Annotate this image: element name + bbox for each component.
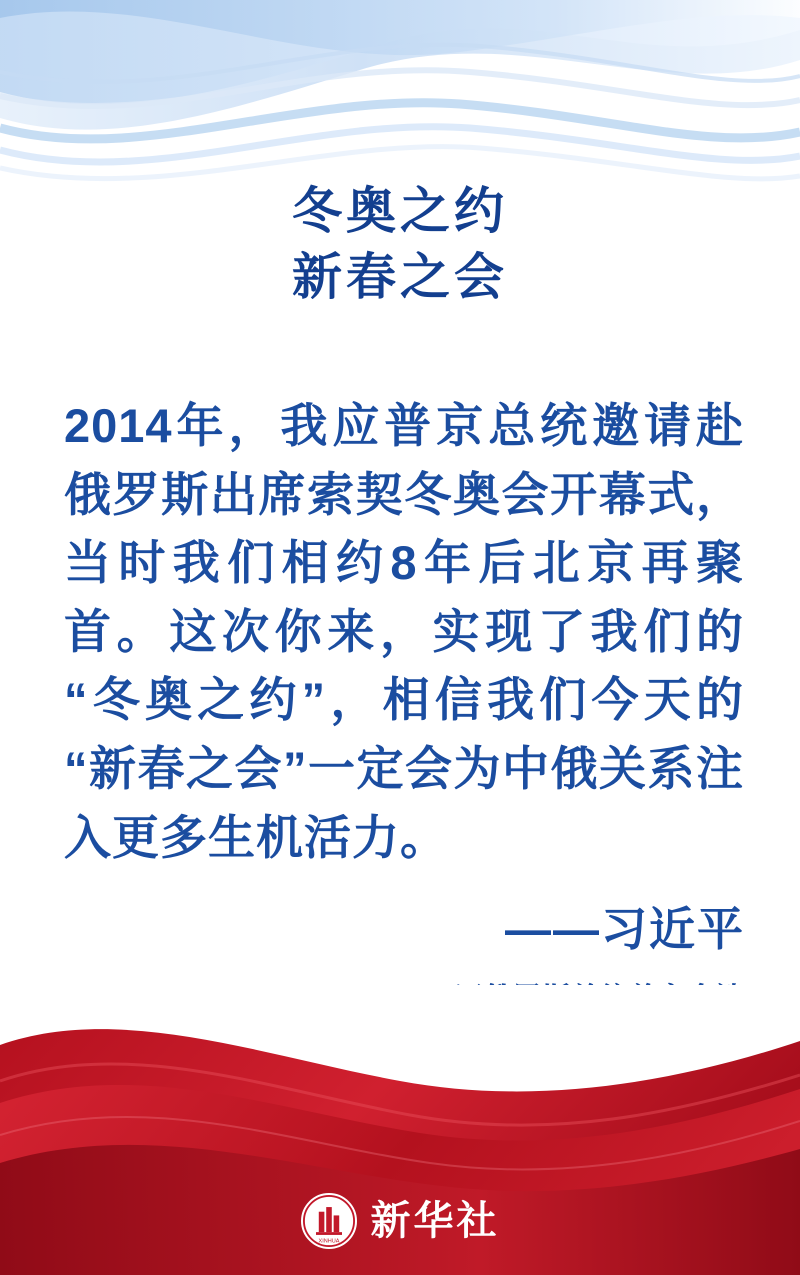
speaker-name: ——习近平 [505, 903, 745, 955]
xinhua-logo-text: 新华社 [370, 1198, 500, 1243]
headline-line-2: 新春之会 [292, 249, 508, 305]
xinhua-emblem-icon [301, 1193, 357, 1249]
headline-line-1: 冬奥之约 [292, 183, 508, 239]
xinhua-logo [0, 1193, 800, 1249]
svg-text:XINHUA: XINHUA [317, 1238, 340, 1245]
quote-text: 2014年，我应普京总统邀请赴俄罗斯出席索契冬奥会开幕式，当时我们相约8年后北京再聚首。这次你来，实现了我们的“冬奥之约”，相信我们今天的“新春之会”一定会为中俄关系注入更多生机活力。 [64, 399, 744, 864]
poster-headline [0, 178, 800, 310]
